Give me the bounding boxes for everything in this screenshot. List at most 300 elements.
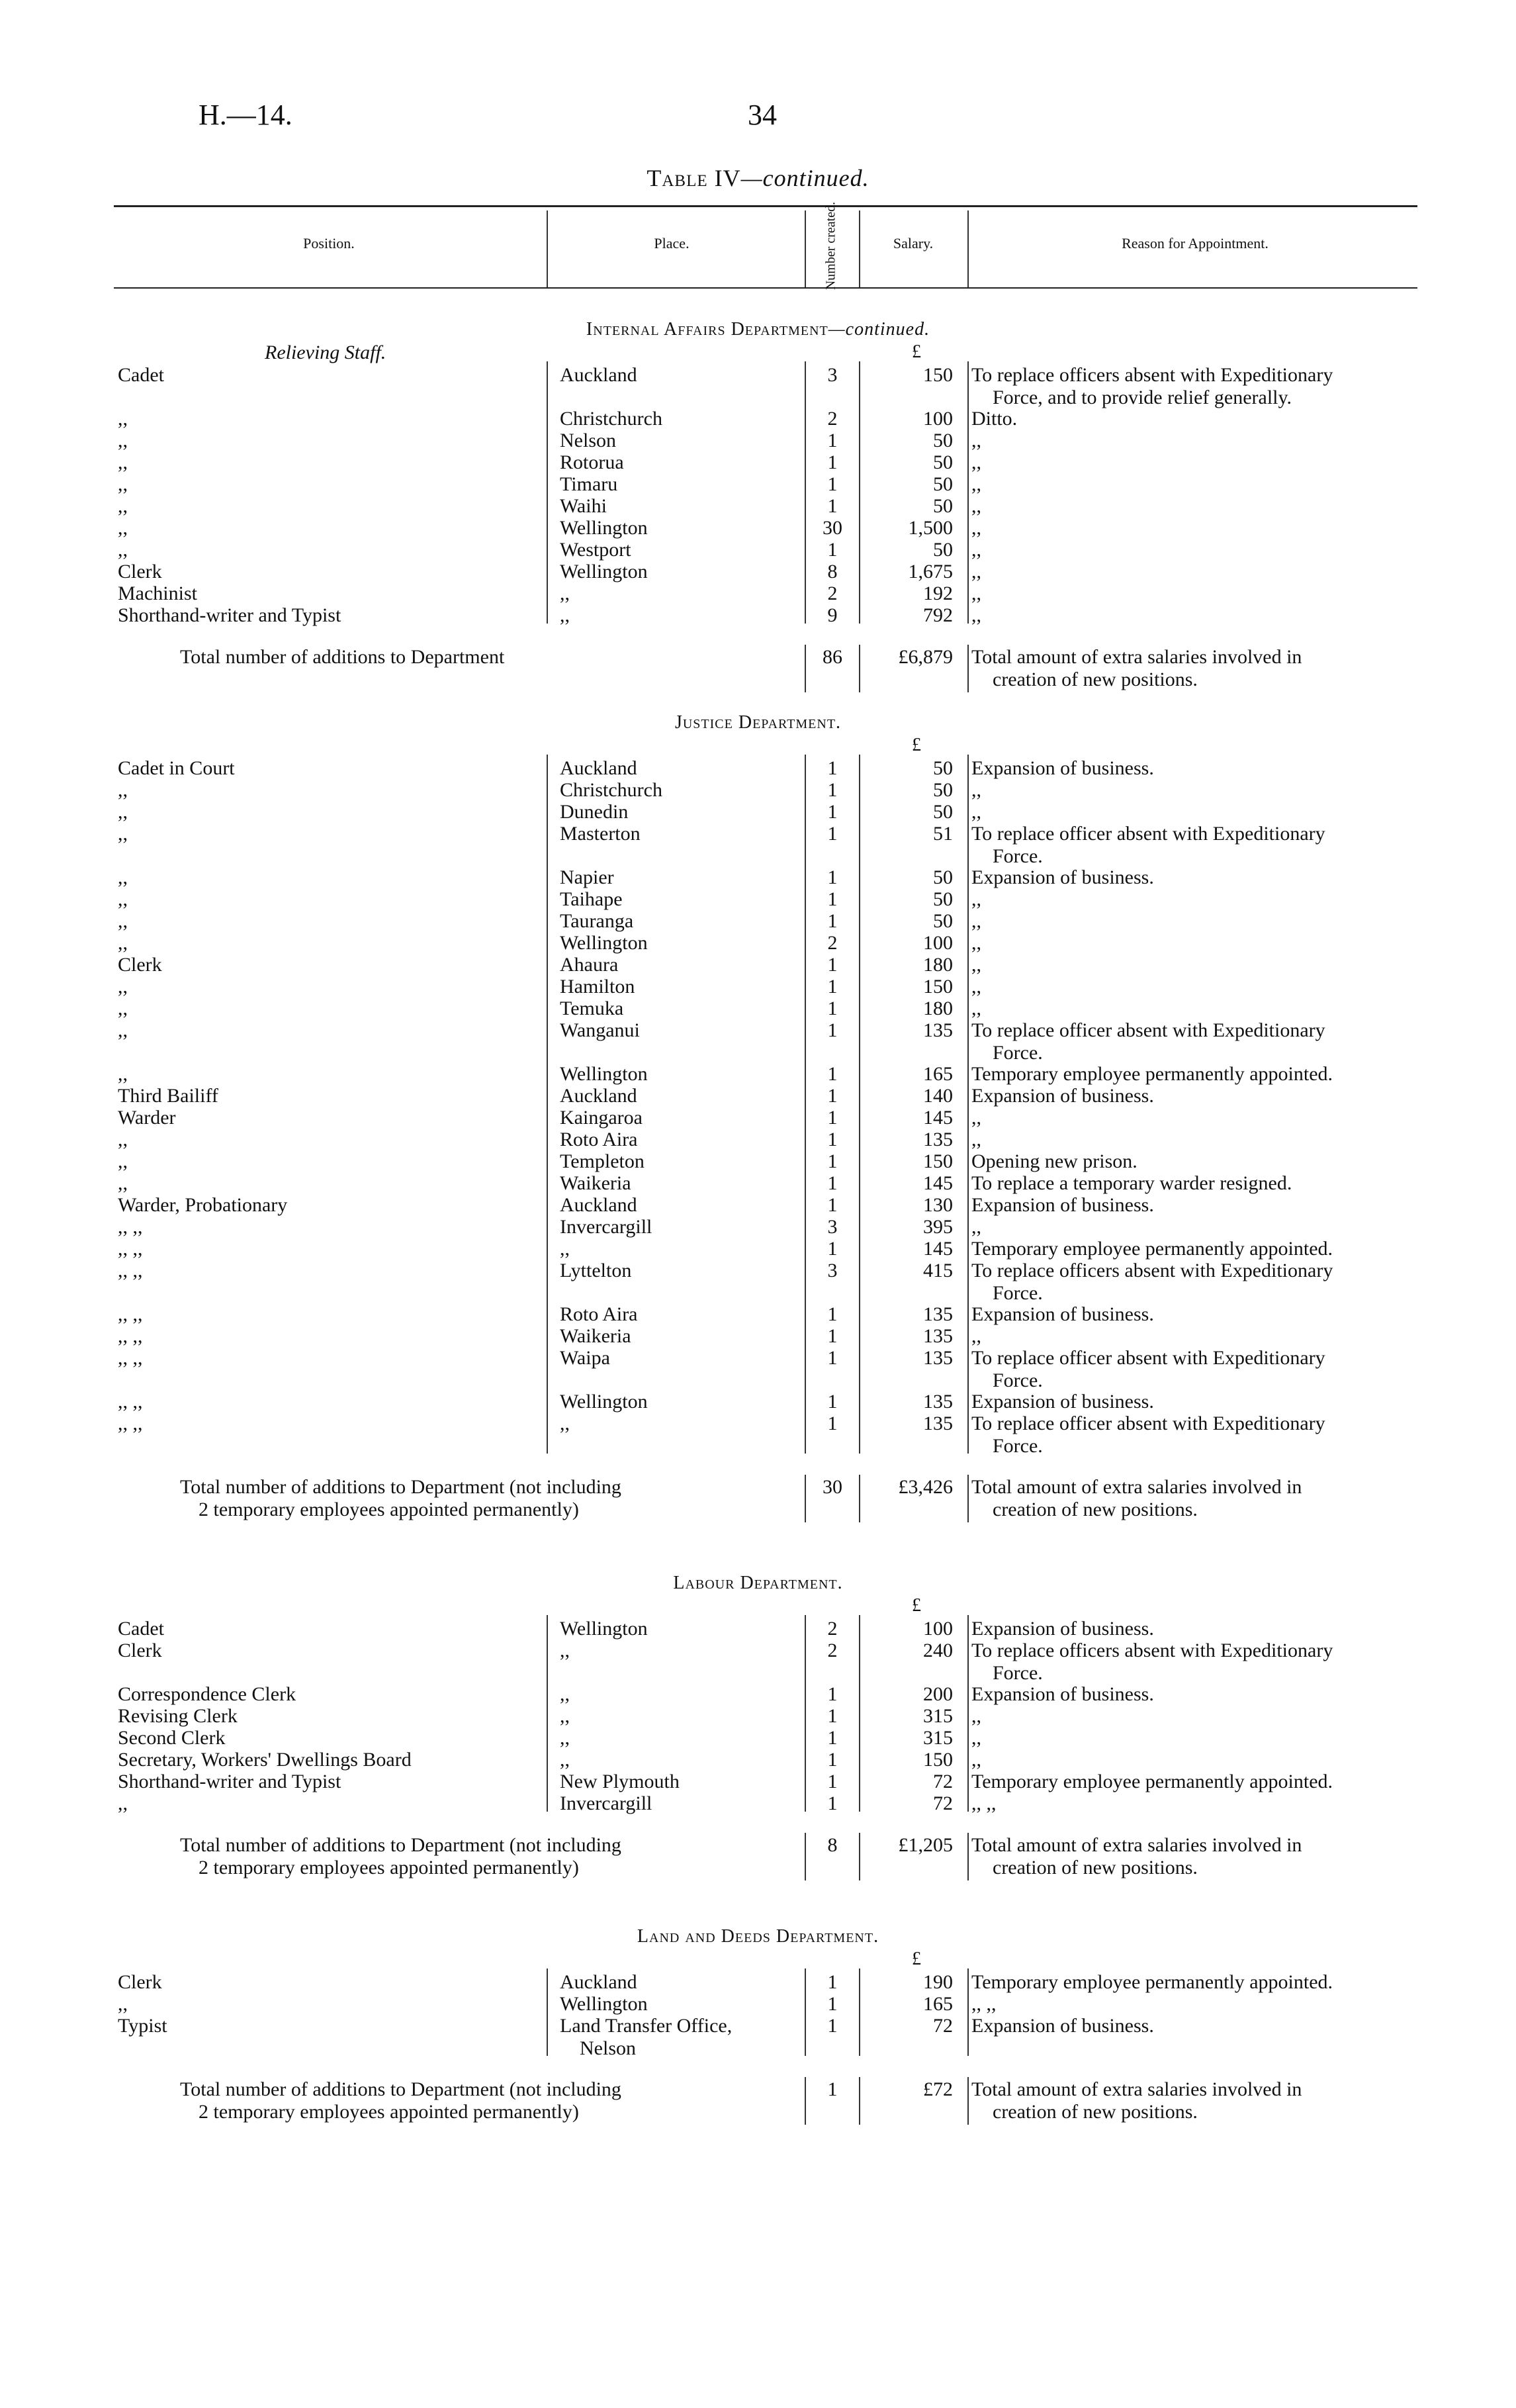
total-label-continuation: 2 temporary employees appointed permanently) bbox=[199, 1857, 579, 1878]
position-text: Cadet bbox=[118, 364, 164, 386]
table-row bbox=[0, 495, 1516, 518]
place-text: Auckland bbox=[560, 1194, 637, 1216]
reason-cell: ,, bbox=[971, 954, 981, 976]
reason-cell: Expansion of business. bbox=[971, 1194, 1154, 1216]
reason-cell: To replace officers absent with Expeditionary bbox=[971, 1260, 1333, 1281]
table-row bbox=[0, 561, 1516, 583]
position-text: Cadet in Court bbox=[118, 757, 235, 779]
position-cell bbox=[118, 451, 541, 474]
reason-cell: Temporary employee permanently appointed. bbox=[971, 1063, 1333, 1085]
table-row bbox=[0, 1303, 1516, 1326]
place-text: Waipa bbox=[560, 1347, 610, 1369]
place-text: Christchurch bbox=[560, 779, 662, 801]
place-text: ,, bbox=[560, 1238, 570, 1260]
salary-cell: 190 bbox=[923, 1971, 953, 1993]
table-row bbox=[0, 1150, 1516, 1173]
salary-cell: 50 bbox=[933, 539, 953, 561]
place-cell bbox=[560, 954, 785, 976]
number-created-cell: 8 bbox=[827, 561, 838, 582]
salary-cell: 150 bbox=[923, 1749, 953, 1771]
position-text: ,, ,, bbox=[118, 1412, 143, 1434]
reason-cell: ,, bbox=[971, 604, 981, 626]
table-row bbox=[0, 1019, 1516, 1064]
column-divider bbox=[805, 755, 806, 1454]
place-cell bbox=[560, 1129, 785, 1151]
place-text: Taihape bbox=[560, 888, 623, 910]
position-text: ,, ,, bbox=[118, 1238, 143, 1260]
header-divider bbox=[859, 210, 860, 287]
place-text: Templeton bbox=[560, 1150, 645, 1172]
column-divider bbox=[805, 1475, 806, 1522]
position-text: Clerk bbox=[118, 1640, 162, 1661]
table-row bbox=[0, 1771, 1516, 1793]
number-created-cell: 1 bbox=[827, 801, 838, 823]
number-created-cell: 1 bbox=[827, 1238, 838, 1260]
number-created-cell: 9 bbox=[827, 604, 838, 626]
place-cell bbox=[560, 473, 785, 496]
position-text: ,, ,, bbox=[118, 1216, 143, 1238]
salary-cell: 135 bbox=[923, 1347, 953, 1369]
position-cell bbox=[118, 1771, 541, 1793]
reason-continuation: Force. bbox=[993, 1282, 1043, 1304]
position-text: ,, bbox=[118, 1993, 128, 2015]
table-row bbox=[0, 1216, 1516, 1238]
table-row bbox=[0, 757, 1516, 780]
position-cell bbox=[118, 539, 541, 561]
salary-cell: 165 bbox=[923, 1993, 953, 2015]
place-cell bbox=[560, 364, 785, 387]
salary-cell: 145 bbox=[923, 1238, 953, 1260]
salary-cell: 180 bbox=[923, 954, 953, 976]
position-cell bbox=[118, 779, 541, 802]
place-text: Tauranga bbox=[560, 910, 634, 932]
place-text: Auckland bbox=[560, 364, 637, 386]
salary-cell: 72 bbox=[933, 2015, 953, 2037]
number-created-cell: 1 bbox=[827, 1129, 838, 1150]
salary-cell: 240 bbox=[923, 1640, 953, 1661]
number-created-cell: 1 bbox=[827, 539, 838, 561]
salary-cell: 150 bbox=[923, 976, 953, 997]
place-cell bbox=[560, 1325, 785, 1348]
table-row bbox=[0, 1325, 1516, 1348]
reason-cell: To replace officer absent with Expeditionary bbox=[971, 1347, 1325, 1369]
place-text: Waikeria bbox=[560, 1325, 631, 1347]
number-created-cell: 1 bbox=[827, 495, 838, 517]
place-cell bbox=[560, 1260, 785, 1282]
salary-cell: 130 bbox=[923, 1194, 953, 1216]
place-cell bbox=[560, 1172, 785, 1195]
reason-cell: ,, ,, bbox=[971, 1792, 997, 1814]
position-cell bbox=[118, 1303, 541, 1326]
column-divider bbox=[547, 361, 548, 624]
table-row bbox=[0, 1993, 1516, 2015]
place-cell bbox=[560, 1085, 785, 1107]
reason-continuation: Force. bbox=[993, 1662, 1043, 1684]
place-cell bbox=[560, 1727, 785, 1749]
column-divider bbox=[547, 1968, 548, 2056]
position-text: Clerk bbox=[118, 561, 162, 582]
department-title-text: Labour Department. bbox=[673, 1573, 843, 1593]
total-label: Total number of additions to Department (not including bbox=[180, 2078, 621, 2100]
position-text: ,, bbox=[118, 1129, 128, 1150]
position-cell bbox=[118, 582, 541, 605]
number-created-cell: 1 bbox=[827, 779, 838, 801]
header-top-rule bbox=[114, 205, 1417, 207]
salary-cell: 50 bbox=[933, 757, 953, 779]
department-title bbox=[0, 712, 1516, 733]
position-text: ,, bbox=[118, 1019, 128, 1041]
reason-cell: ,, bbox=[971, 932, 981, 954]
table-row bbox=[0, 473, 1516, 496]
column-salary: Salary. bbox=[893, 235, 934, 252]
total-number: 1 bbox=[827, 2078, 838, 2100]
place-cell bbox=[560, 757, 785, 780]
reason-cell: ,, bbox=[971, 888, 981, 910]
place-text: ,, bbox=[560, 1705, 570, 1727]
salary-cell: 140 bbox=[923, 1085, 953, 1107]
place-text: Auckland bbox=[560, 757, 637, 779]
salary-cell: 100 bbox=[923, 932, 953, 954]
total-reason: Total amount of extra salaries involved in bbox=[971, 1834, 1302, 1856]
salary-cell: 315 bbox=[923, 1727, 953, 1749]
place-cell bbox=[560, 779, 785, 802]
reason-cell: ,, bbox=[971, 1216, 981, 1238]
position-cell bbox=[118, 1971, 541, 1994]
column-divider bbox=[859, 1615, 860, 1812]
table-row bbox=[0, 451, 1516, 474]
department-title-text: Justice Department. bbox=[674, 712, 842, 733]
number-created-cell: 1 bbox=[827, 1347, 838, 1369]
reason-cell: ,, bbox=[971, 495, 981, 517]
reason-cell: ,, bbox=[971, 517, 981, 539]
number-created-cell: 2 bbox=[827, 1618, 838, 1640]
place-cell bbox=[560, 1749, 785, 1771]
number-created-cell: 1 bbox=[827, 997, 838, 1019]
column-divider bbox=[967, 1615, 969, 1812]
place-text: New Plymouth bbox=[560, 1771, 680, 1792]
table-row bbox=[0, 1194, 1516, 1217]
place-cell bbox=[560, 408, 785, 430]
position-cell bbox=[118, 1749, 541, 1771]
salary-cell: 50 bbox=[933, 430, 953, 451]
position-text: ,, bbox=[118, 430, 128, 451]
place-text: ,, bbox=[560, 604, 570, 626]
table-row bbox=[0, 1129, 1516, 1151]
place-cell bbox=[560, 451, 785, 474]
place-cell bbox=[560, 932, 785, 954]
currency-symbol: £ bbox=[912, 1949, 921, 1969]
column-divider bbox=[859, 1833, 860, 1880]
position-text: Cadet bbox=[118, 1618, 164, 1640]
position-text: ,, bbox=[118, 1063, 128, 1085]
reason-cell: ,, bbox=[971, 539, 981, 561]
total-reason: Total amount of extra salaries involved in bbox=[971, 646, 1302, 668]
table-row bbox=[0, 801, 1516, 823]
salary-cell: 145 bbox=[923, 1172, 953, 1194]
total-salary: £72 bbox=[923, 2078, 953, 2100]
department-title bbox=[0, 1926, 1516, 1947]
position-text: ,, bbox=[118, 976, 128, 997]
position-cell bbox=[118, 1063, 541, 1086]
place-cell bbox=[560, 1993, 785, 2015]
place-cell bbox=[560, 976, 785, 998]
total-reason-continuation: creation of new positions. bbox=[993, 1499, 1198, 1520]
place-cell bbox=[560, 866, 785, 889]
position-cell bbox=[118, 517, 541, 539]
table-row bbox=[0, 1391, 1516, 1413]
reason-cell: ,, bbox=[971, 1107, 981, 1129]
position-cell bbox=[118, 1640, 541, 1662]
table-row bbox=[0, 1749, 1516, 1771]
position-cell bbox=[118, 1705, 541, 1728]
column-divider bbox=[805, 1615, 806, 1812]
reason-cell: To replace officer absent with Expeditionary bbox=[971, 1412, 1325, 1434]
salary-cell: 1,675 bbox=[908, 561, 953, 582]
place-cell bbox=[560, 1683, 785, 1706]
place-cell bbox=[560, 888, 785, 911]
salary-cell: 165 bbox=[923, 1063, 953, 1085]
salary-cell: 135 bbox=[923, 1019, 953, 1041]
table-row bbox=[0, 1172, 1516, 1195]
reason-continuation: Force, and to provide relief generally. bbox=[993, 387, 1292, 408]
position-text: ,, bbox=[118, 1150, 128, 1172]
position-cell bbox=[118, 976, 541, 998]
column-divider bbox=[967, 645, 969, 692]
position-cell bbox=[118, 1238, 541, 1260]
number-created-cell: 1 bbox=[827, 2015, 838, 2037]
column-divider bbox=[547, 755, 548, 1454]
position-text: ,, bbox=[118, 517, 128, 539]
total-label: Total number of additions to Department bbox=[180, 646, 505, 668]
place-cell bbox=[560, 1618, 785, 1640]
number-created-cell: 1 bbox=[827, 451, 838, 473]
table-row bbox=[0, 430, 1516, 452]
place-cell bbox=[560, 801, 785, 823]
position-cell bbox=[118, 1683, 541, 1706]
total-label-continuation: 2 temporary employees appointed permanently) bbox=[199, 1499, 579, 1520]
currency-symbol: £ bbox=[912, 735, 921, 755]
place-cell bbox=[560, 1347, 785, 1369]
total-reason-continuation: creation of new positions. bbox=[993, 1857, 1198, 1878]
reason-continuation: Force. bbox=[993, 1369, 1043, 1391]
position-text: ,, bbox=[118, 823, 128, 845]
reason-cell: Expansion of business. bbox=[971, 1683, 1154, 1705]
place-cell bbox=[560, 582, 785, 605]
place-cell bbox=[560, 1216, 785, 1238]
position-cell bbox=[118, 823, 541, 845]
reason-cell: ,, bbox=[971, 1705, 981, 1727]
table-row bbox=[0, 1107, 1516, 1129]
place-cell bbox=[560, 1771, 785, 1793]
header-divider bbox=[805, 210, 806, 287]
total-salary: £1,205 bbox=[898, 1834, 953, 1856]
total-number: 30 bbox=[823, 1476, 842, 1498]
place-text: Napier bbox=[560, 866, 614, 888]
place-cell bbox=[560, 1391, 785, 1413]
table-row bbox=[0, 1792, 1516, 1815]
position-text: ,, bbox=[118, 888, 128, 910]
number-created-cell: 2 bbox=[827, 582, 838, 604]
position-cell bbox=[118, 1085, 541, 1107]
table-row bbox=[0, 1705, 1516, 1728]
table-row bbox=[0, 1085, 1516, 1107]
position-cell bbox=[118, 1618, 541, 1640]
reason-cell: ,, bbox=[971, 1129, 981, 1150]
position-cell bbox=[118, 1172, 541, 1195]
number-created-cell: 1 bbox=[827, 1150, 838, 1172]
position-text: ,, bbox=[118, 451, 128, 473]
position-cell bbox=[118, 1216, 541, 1238]
salary-cell: 50 bbox=[933, 801, 953, 823]
number-created-cell: 1 bbox=[827, 910, 838, 932]
position-cell bbox=[118, 604, 541, 627]
table-row bbox=[0, 823, 1516, 867]
reason-cell: Expansion of business. bbox=[971, 1303, 1154, 1325]
number-created-cell: 1 bbox=[827, 757, 838, 779]
number-created-cell: 1 bbox=[827, 1172, 838, 1194]
salary-cell: 792 bbox=[923, 604, 953, 626]
total-label-continuation: 2 temporary employees appointed permanently) bbox=[199, 2101, 579, 2123]
number-created-cell: 1 bbox=[827, 1019, 838, 1041]
place-text: Invercargill bbox=[560, 1792, 652, 1814]
position-text: ,, ,, bbox=[118, 1303, 143, 1325]
number-created-cell: 1 bbox=[827, 1063, 838, 1085]
reason-cell: To replace officers absent with Expeditionary bbox=[971, 1640, 1333, 1661]
position-text: ,, bbox=[118, 408, 128, 430]
place-text: Nelson bbox=[560, 430, 616, 451]
position-cell bbox=[118, 1792, 541, 1815]
position-text: ,, ,, bbox=[118, 1260, 143, 1281]
number-created-cell: 1 bbox=[827, 1391, 838, 1412]
position-cell bbox=[118, 1129, 541, 1151]
column-divider bbox=[967, 361, 969, 624]
table-row bbox=[0, 539, 1516, 561]
position-text: ,, ,, bbox=[118, 1391, 143, 1412]
position-text: ,, bbox=[118, 495, 128, 517]
place-text: ,, bbox=[560, 1683, 570, 1705]
salary-cell: 192 bbox=[923, 582, 953, 604]
position-text: Clerk bbox=[118, 1971, 162, 1993]
salary-cell: 145 bbox=[923, 1107, 953, 1129]
total-salary: £3,426 bbox=[898, 1476, 953, 1498]
number-created-cell: 1 bbox=[827, 1792, 838, 1814]
position-cell bbox=[118, 561, 541, 583]
page-reference: H.—14. bbox=[199, 99, 292, 131]
reason-cell: Expansion of business. bbox=[971, 2015, 1154, 2037]
number-created-cell: 3 bbox=[827, 1260, 838, 1281]
reason-cell: To replace a temporary warder resigned. bbox=[971, 1172, 1292, 1194]
salary-cell: 100 bbox=[923, 1618, 953, 1640]
place-continuation: Nelson bbox=[580, 2037, 636, 2059]
place-text: Kaingaroa bbox=[560, 1107, 643, 1129]
salary-cell: 135 bbox=[923, 1303, 953, 1325]
total-reason: Total amount of extra salaries involved in bbox=[971, 2078, 1302, 2100]
salary-cell: 150 bbox=[923, 364, 953, 386]
column-divider bbox=[967, 1833, 969, 1880]
reason-cell: ,, ,, bbox=[971, 1993, 997, 2015]
salary-cell: 1,500 bbox=[908, 517, 953, 539]
place-cell bbox=[560, 2015, 785, 2037]
column-divider bbox=[967, 1968, 969, 2056]
table-row bbox=[0, 408, 1516, 430]
place-text: Wellington bbox=[560, 932, 648, 954]
number-created-cell: 1 bbox=[827, 1993, 838, 2015]
reason-cell: ,, bbox=[971, 430, 981, 451]
column-divider bbox=[547, 1615, 548, 1812]
position-cell bbox=[118, 430, 541, 452]
reason-cell: Temporary employee permanently appointed. bbox=[971, 1238, 1333, 1260]
column-divider bbox=[805, 2077, 806, 2125]
position-cell bbox=[118, 1150, 541, 1173]
salary-cell: 50 bbox=[933, 451, 953, 473]
column-divider bbox=[859, 755, 860, 1454]
position-text: ,, ,, bbox=[118, 1325, 143, 1347]
column-divider bbox=[805, 361, 806, 624]
table-row bbox=[0, 1238, 1516, 1260]
reason-cell: Temporary employee permanently appointed. bbox=[971, 1771, 1333, 1792]
table-row bbox=[0, 1971, 1516, 1994]
position-text: Warder bbox=[118, 1107, 176, 1129]
number-created-cell: 1 bbox=[827, 1749, 838, 1771]
place-cell bbox=[560, 430, 785, 452]
reason-continuation: Force. bbox=[993, 1042, 1043, 1064]
salary-cell: 72 bbox=[933, 1792, 953, 1814]
position-cell bbox=[118, 495, 541, 518]
reason-cell: Expansion of business. bbox=[971, 1618, 1154, 1640]
place-text: Wellington bbox=[560, 1993, 648, 2015]
reason-cell: Ditto. bbox=[971, 408, 1018, 430]
table-row bbox=[0, 582, 1516, 605]
column-position: Position. bbox=[303, 235, 355, 252]
place-text: Wellington bbox=[560, 1618, 648, 1640]
table-row bbox=[0, 1640, 1516, 1684]
position-text: ,, bbox=[118, 866, 128, 888]
position-cell bbox=[118, 888, 541, 911]
table-row bbox=[0, 1347, 1516, 1391]
place-text: Wellington bbox=[560, 1391, 648, 1412]
position-text: Third Bailiff bbox=[118, 1085, 218, 1107]
reason-cell: ,, bbox=[971, 582, 981, 604]
place-text: Rotorua bbox=[560, 451, 624, 473]
position-cell bbox=[118, 1019, 541, 1042]
number-created-cell: 1 bbox=[827, 1194, 838, 1216]
salary-cell: 50 bbox=[933, 866, 953, 888]
place-cell bbox=[560, 1194, 785, 1217]
place-text: Timaru bbox=[560, 473, 618, 495]
department-title bbox=[0, 1573, 1516, 1594]
currency-symbol: £ bbox=[912, 1595, 921, 1616]
salary-cell: 72 bbox=[933, 1771, 953, 1792]
place-cell bbox=[560, 823, 785, 845]
department-title-suffix: —continued. bbox=[828, 319, 930, 340]
number-created-cell: 3 bbox=[827, 1216, 838, 1238]
reason-cell: Expansion of business. bbox=[971, 866, 1154, 888]
table-row bbox=[0, 779, 1516, 802]
salary-cell: 135 bbox=[923, 1129, 953, 1150]
number-created-cell: 1 bbox=[827, 1705, 838, 1727]
place-text: Wellington bbox=[560, 1063, 648, 1085]
position-cell bbox=[118, 1727, 541, 1749]
table-row bbox=[0, 604, 1516, 627]
position-text: ,, bbox=[118, 539, 128, 561]
position-text: ,, bbox=[118, 997, 128, 1019]
reason-cell: ,, bbox=[971, 1727, 981, 1749]
number-created-cell: 1 bbox=[827, 954, 838, 976]
number-created-cell: 1 bbox=[827, 1412, 838, 1434]
position-cell bbox=[118, 801, 541, 823]
page-number: 34 bbox=[748, 99, 777, 131]
column-divider bbox=[805, 1833, 806, 1880]
